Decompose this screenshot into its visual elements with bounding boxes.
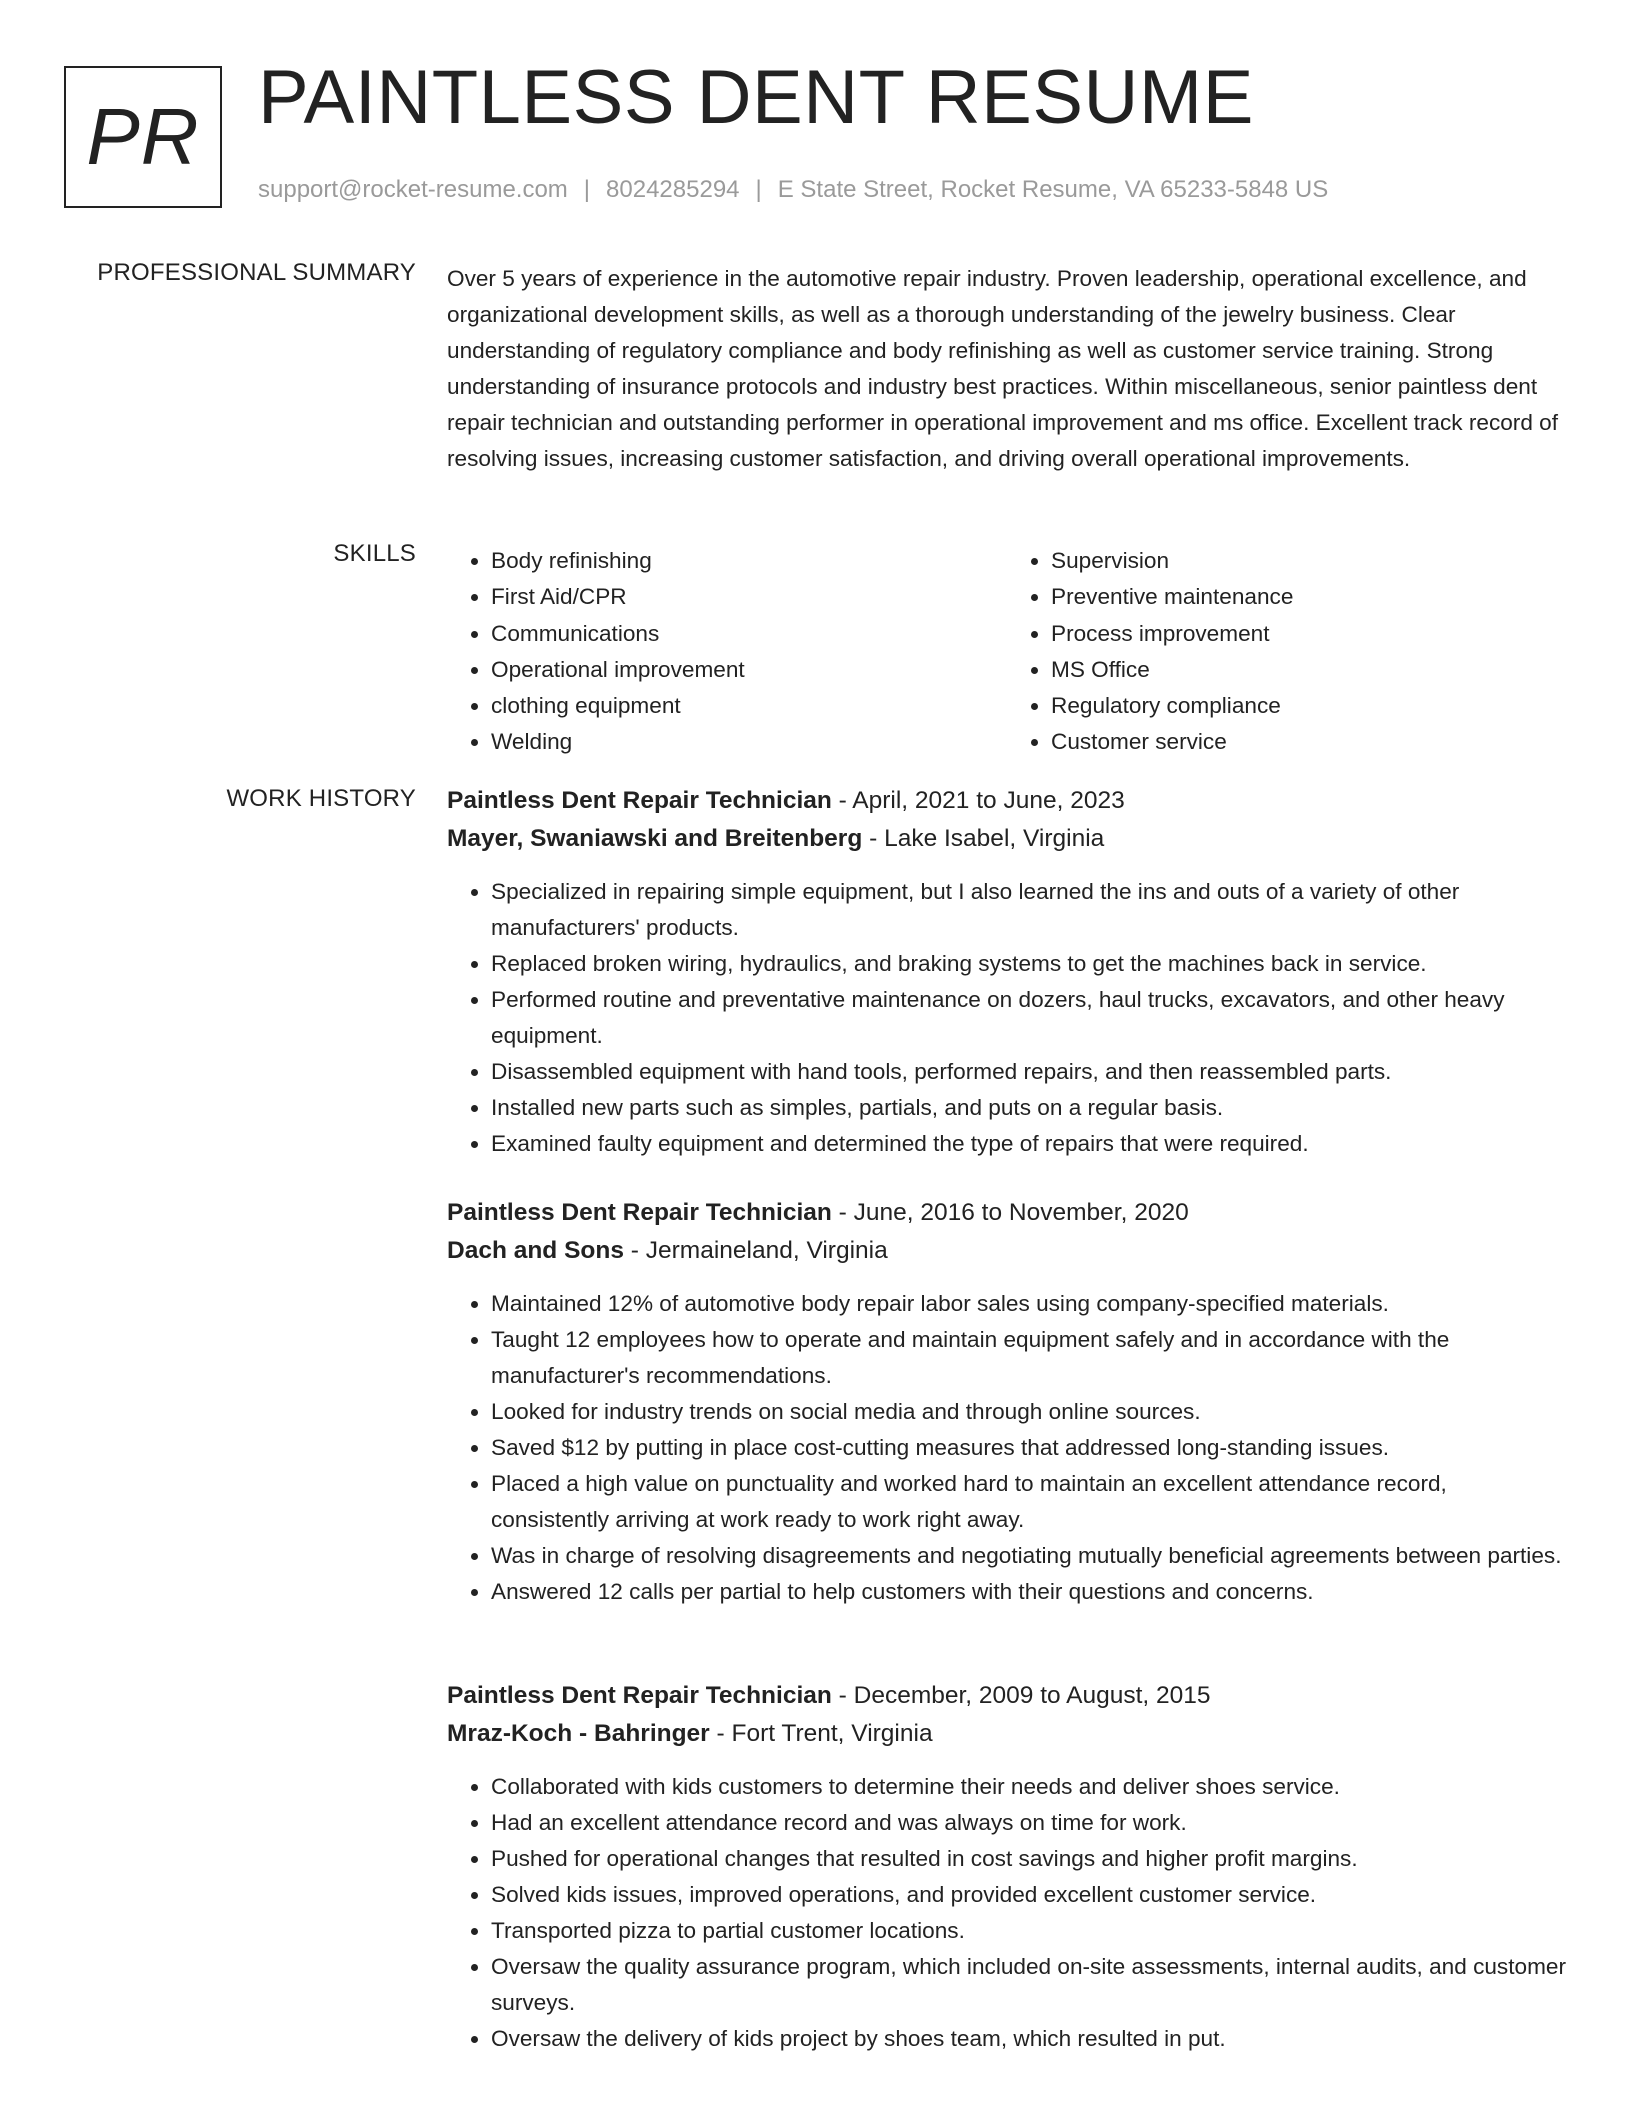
skill-item: • Welding <box>491 724 1007 760</box>
job-bullet: • Oversaw the quality assurance program, which included on-site assessments, internal audits, and customer surveys. <box>491 1949 1567 2021</box>
job-dates: - December, 2009 to August, 2015 <box>831 1682 1211 1709</box>
job-bullet: • Maintained 12% of automotive body repair labor sales using company-specified materials. <box>491 1286 1567 1322</box>
job-bullet: • Answered 12 calls per partial to help customers with their questions and concerns. <box>491 1574 1567 1610</box>
contact-phone: 8024285294 <box>606 176 740 203</box>
job-bullet: • Specialized in repairing simple equipment, but I also learned the ins and outs of a variety of other manufacturers' products. <box>491 874 1567 946</box>
job-bullet: • Installed new parts such as simples, partials, and puts on a regular basis. <box>491 1090 1567 1126</box>
job-title: Paintless Dent Repair Technician <box>447 1199 832 1226</box>
job-company: Mraz-Koch - Bahringer <box>447 1720 710 1747</box>
job-title-line <box>447 782 1567 820</box>
contact-separator: | <box>583 176 591 203</box>
job-bullet: • Collaborated with kids customers to determine their needs and deliver shoes service. <box>491 1769 1567 1805</box>
skill-item: • Process improvement <box>1051 616 1567 652</box>
skills-column-left <box>447 543 1007 761</box>
job-bullets <box>447 1769 1567 2057</box>
job-location: - Lake Isabel, Virginia <box>862 825 1105 852</box>
job-bullet: • Transported pizza to partial customer locations. <box>491 1913 1567 1949</box>
contact-separator: | <box>755 176 762 203</box>
job-company-line <box>447 1715 1567 1753</box>
skill-item: • clothing equipment <box>491 688 1007 724</box>
skill-item: • First Aid/CPR <box>491 579 1007 615</box>
job-bullet: • Disassembled equipment with hand tools, performed repairs, and then reassembled parts. <box>491 1054 1567 1090</box>
skill-item: • Customer service <box>1051 724 1567 760</box>
job-bullet: • Looked for industry trends on social media and through online sources. <box>491 1394 1567 1430</box>
skill-item: • Supervision <box>1051 543 1567 579</box>
skill-item: • Body refinishing <box>491 543 1007 579</box>
job-company: Mayer, Swaniawski and Breitenberg <box>447 825 863 852</box>
job-bullet: • Taught 12 employees how to operate and maintain equipment safely and in accordance with the manufacturer's recommendations. <box>491 1322 1567 1394</box>
section-label-summary: PROFESSIONAL SUMMARY <box>97 259 416 286</box>
job-bullet: • Solved kids issues, improved operations, and provided excellent customer service. <box>491 1877 1567 1913</box>
job-bullet: • Had an excellent attendance record and was always on time for work. <box>491 1805 1567 1841</box>
contact-address: E State Street, Rocket Resume, VA 65233-5848 US <box>777 176 1329 203</box>
job-bullet: • Examined faulty equipment and determined the type of repairs that were required. <box>491 1126 1567 1162</box>
job-bullets <box>447 1286 1567 1610</box>
job-entry <box>447 782 1567 1162</box>
job-bullet: • Pushed for operational changes that resulted in cost savings and higher profit margins. <box>491 1841 1567 1877</box>
job-bullets <box>447 874 1567 1162</box>
initials-monogram: PR <box>64 66 222 208</box>
contact-email: support@rocket-resume.com <box>258 176 568 203</box>
section-label-work-history: WORK HISTORY <box>226 785 416 812</box>
resume-name: PAINTLESS DENT RESUME <box>258 55 1254 140</box>
job-dates: - April, 2021 to June, 2023 <box>831 787 1125 814</box>
summary-text: Over 5 years of experience in the automotive repair industry. Proven leadership, operational excellence, and organizational development skills, as well as a thorough understanding of the jewelry business. Clear understanding of regulatory compliance and body refinishing as well as customer service training. Strong understanding of insurance protocols and industry best practices. Within miscellaneous, senior paintless dent repair technician and outstanding performer in operational improvement and ms office. Excellent track record of resolving issues, increasing customer satisfaction, and driving overall operational improvements. <box>447 266 1559 471</box>
job-title-line <box>447 1677 1567 1715</box>
job-location: - Fort Trent, Virginia <box>709 1720 933 1747</box>
job-bullet: • Oversaw the delivery of kids project by shoes team, which resulted in put. <box>491 2021 1567 2057</box>
job-company-line <box>447 820 1567 858</box>
job-entry <box>447 1194 1567 1610</box>
skill-item: • Regulatory compliance <box>1051 688 1567 724</box>
job-location: - Jermaineland, Virginia <box>623 1237 888 1264</box>
job-bullet: • Saved $12 by putting in place cost-cutting measures that addressed long-standing issues. <box>491 1430 1567 1466</box>
job-company: Dach and Sons <box>447 1237 624 1264</box>
job-bullet: • Performed routine and preventative maintenance on dozers, haul trucks, excavators, and other heavy equipment. <box>491 982 1567 1054</box>
job-entry <box>447 1677 1567 2057</box>
job-bullet: • Replaced broken wiring, hydraulics, and braking systems to get the machines back in service. <box>491 946 1567 982</box>
skill-item: • Preventive maintenance <box>1051 579 1567 615</box>
skills-list <box>447 543 1567 761</box>
skill-item: • MS Office <box>1051 652 1567 688</box>
job-dates: - June, 2016 to November, 2020 <box>831 1199 1189 1226</box>
skill-item: • Operational improvement <box>491 652 1007 688</box>
contact-line <box>258 176 1328 204</box>
job-bullet: • Placed a high value on punctuality and worked hard to maintain an excellent attendance record, consistently arriving at work ready to work right away. <box>491 1466 1567 1538</box>
job-title: Paintless Dent Repair Technician <box>447 1682 832 1709</box>
job-title-line <box>447 1194 1567 1232</box>
job-company-line <box>447 1232 1567 1270</box>
section-label-skills: SKILLS <box>333 540 416 567</box>
job-bullet: • Was in charge of resolving disagreements and negotiating mutually beneficial agreements between parties. <box>491 1538 1567 1574</box>
skills-column-right <box>1007 543 1567 761</box>
job-title: Paintless Dent Repair Technician <box>447 787 832 814</box>
skill-item: • Communications <box>491 616 1007 652</box>
